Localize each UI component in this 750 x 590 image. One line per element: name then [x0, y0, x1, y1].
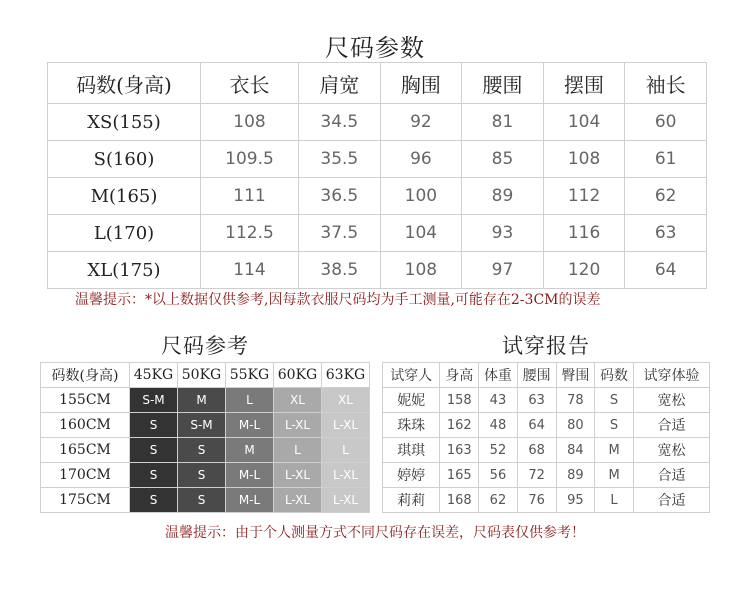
table-row: [383, 488, 710, 513]
value-cell: S: [595, 388, 634, 413]
tester-name: 婷婷: [383, 463, 440, 488]
value-cell: 43: [479, 388, 518, 413]
header-height: 身高: [440, 363, 479, 388]
value-cell: 120: [543, 252, 625, 289]
tester-name: 琪琪: [383, 438, 440, 463]
value-cell: 108: [201, 104, 299, 141]
table-row: [383, 438, 710, 463]
height-cell: 165CM: [41, 438, 130, 463]
size-cell: L-XL: [274, 413, 322, 438]
size-cell: S(160): [48, 141, 201, 178]
table-row: [383, 463, 710, 488]
height-cell: 170CM: [41, 463, 130, 488]
table-row: [48, 252, 707, 289]
fit-cell: 合适: [633, 488, 709, 513]
measurement-tip: 温馨提示：*以上数据仅供参考,因每款衣服尺码均为手工测量,可能存在2-3CM的误差: [75, 292, 601, 308]
table-row: [41, 413, 370, 438]
value-cell: 89: [462, 178, 544, 215]
header-weight: 63KG: [322, 363, 370, 388]
size-cell: L-XL: [322, 413, 370, 438]
value-cell: 62: [479, 488, 518, 513]
header-weight: 55KG: [226, 363, 274, 388]
table-row: [383, 388, 710, 413]
value-cell: 112: [543, 178, 625, 215]
trial-report-table: [382, 362, 710, 513]
size-reference-table: [40, 362, 370, 513]
header-hem: 摆围: [543, 63, 625, 104]
header-length: 衣长: [201, 63, 299, 104]
value-cell: 100: [380, 178, 462, 215]
size-cell: L-XL: [322, 463, 370, 488]
size-cell: L(170): [48, 215, 201, 252]
header-weight: 45KG: [130, 363, 178, 388]
size-cell: L-XL: [274, 488, 322, 513]
value-cell: 60: [625, 104, 707, 141]
size-params-title: 尺码参数: [325, 34, 425, 62]
size-cell: XS(155): [48, 104, 201, 141]
header-weight: 60KG: [274, 363, 322, 388]
header-sleeve: 袖长: [625, 63, 707, 104]
height-cell: 160CM: [41, 413, 130, 438]
size-cell: S: [130, 463, 178, 488]
value-cell: 93: [462, 215, 544, 252]
size-cell: L: [322, 438, 370, 463]
table-row: [48, 104, 707, 141]
size-cell: L-XL: [274, 463, 322, 488]
value-cell: 108: [380, 252, 462, 289]
size-cell: M(165): [48, 178, 201, 215]
height-cell: 175CM: [41, 488, 130, 513]
header-waist: 腰围: [517, 363, 556, 388]
header-shoulder: 肩宽: [299, 63, 381, 104]
value-cell: S: [595, 413, 634, 438]
trial-report-title: 试穿报告: [502, 334, 590, 358]
value-cell: 95: [556, 488, 595, 513]
value-cell: 97: [462, 252, 544, 289]
table-row: [41, 488, 370, 513]
value-cell: 96: [380, 141, 462, 178]
value-cell: 35.5: [299, 141, 381, 178]
size-cell: XL(175): [48, 252, 201, 289]
value-cell: 162: [440, 413, 479, 438]
tester-name: 珠珠: [383, 413, 440, 438]
size-cell: S: [178, 488, 226, 513]
header-hip: 臀围: [556, 363, 595, 388]
value-cell: 64: [517, 413, 556, 438]
size-cell: S: [178, 438, 226, 463]
value-cell: 63: [517, 388, 556, 413]
size-cell: S-M: [178, 413, 226, 438]
value-cell: 63: [625, 215, 707, 252]
value-cell: M: [595, 438, 634, 463]
value-cell: 76: [517, 488, 556, 513]
tester-name: 妮妮: [383, 388, 440, 413]
size-cell: S: [178, 463, 226, 488]
value-cell: 85: [462, 141, 544, 178]
header-fit: 试穿体验: [633, 363, 709, 388]
size-cell: XL: [322, 388, 370, 413]
table-header-row: [41, 363, 370, 388]
size-cell: M: [178, 388, 226, 413]
size-cell: M-L: [226, 413, 274, 438]
value-cell: 104: [380, 215, 462, 252]
table-header-row: [48, 63, 707, 104]
value-cell: 48: [479, 413, 518, 438]
size-cell: L: [274, 438, 322, 463]
size-cell: S-M: [130, 388, 178, 413]
table-row: [48, 215, 707, 252]
fit-cell: 合适: [633, 413, 709, 438]
fit-cell: 宽松: [633, 438, 709, 463]
value-cell: 168: [440, 488, 479, 513]
value-cell: 36.5: [299, 178, 381, 215]
value-cell: M: [595, 463, 634, 488]
header-weight: 50KG: [178, 363, 226, 388]
value-cell: 56: [479, 463, 518, 488]
value-cell: 158: [440, 388, 479, 413]
value-cell: 78: [556, 388, 595, 413]
value-cell: 108: [543, 141, 625, 178]
table-row: [41, 388, 370, 413]
header-height: 码数(身高): [41, 363, 130, 388]
size-cell: M-L: [226, 463, 274, 488]
value-cell: 165: [440, 463, 479, 488]
header-tester: 试穿人: [383, 363, 440, 388]
table-row: [48, 178, 707, 215]
size-cell: L-XL: [322, 488, 370, 513]
value-cell: 92: [380, 104, 462, 141]
value-cell: 62: [625, 178, 707, 215]
value-cell: 104: [543, 104, 625, 141]
value-cell: 34.5: [299, 104, 381, 141]
value-cell: 72: [517, 463, 556, 488]
value-cell: 89: [556, 463, 595, 488]
size-cell: S: [130, 413, 178, 438]
fit-cell: 合适: [633, 463, 709, 488]
value-cell: 52: [479, 438, 518, 463]
value-cell: 38.5: [299, 252, 381, 289]
size-cell: XL: [274, 388, 322, 413]
value-cell: 84: [556, 438, 595, 463]
size-cell: M-L: [226, 488, 274, 513]
value-cell: 68: [517, 438, 556, 463]
value-cell: 61: [625, 141, 707, 178]
table-row: [383, 413, 710, 438]
size-params-table: [47, 62, 707, 289]
fit-cell: 宽松: [633, 388, 709, 413]
value-cell: 114: [201, 252, 299, 289]
height-cell: 155CM: [41, 388, 130, 413]
tester-name: 莉莉: [383, 488, 440, 513]
size-cell: S: [130, 488, 178, 513]
value-cell: 116: [543, 215, 625, 252]
table-row: [48, 141, 707, 178]
value-cell: 111: [201, 178, 299, 215]
bottom-tip: 温馨提示：由于个人测量方式不同尺码存在误差，尺码表仅供参考！: [165, 525, 585, 541]
size-cell: M: [226, 438, 274, 463]
header-size: 码数(身高): [48, 63, 201, 104]
size-cell: L: [226, 388, 274, 413]
value-cell: 163: [440, 438, 479, 463]
table-row: [41, 463, 370, 488]
value-cell: 109.5: [201, 141, 299, 178]
header-waist: 腰围: [462, 63, 544, 104]
size-cell: S: [130, 438, 178, 463]
value-cell: 80: [556, 413, 595, 438]
table-header-row: [383, 363, 710, 388]
header-chest: 胸围: [380, 63, 462, 104]
header-size: 码数: [595, 363, 634, 388]
header-weight: 体重: [479, 363, 518, 388]
value-cell: 64: [625, 252, 707, 289]
size-reference-title: 尺码参考: [161, 334, 249, 358]
value-cell: 112.5: [201, 215, 299, 252]
value-cell: 81: [462, 104, 544, 141]
value-cell: L: [595, 488, 634, 513]
value-cell: 37.5: [299, 215, 381, 252]
table-row: [41, 438, 370, 463]
